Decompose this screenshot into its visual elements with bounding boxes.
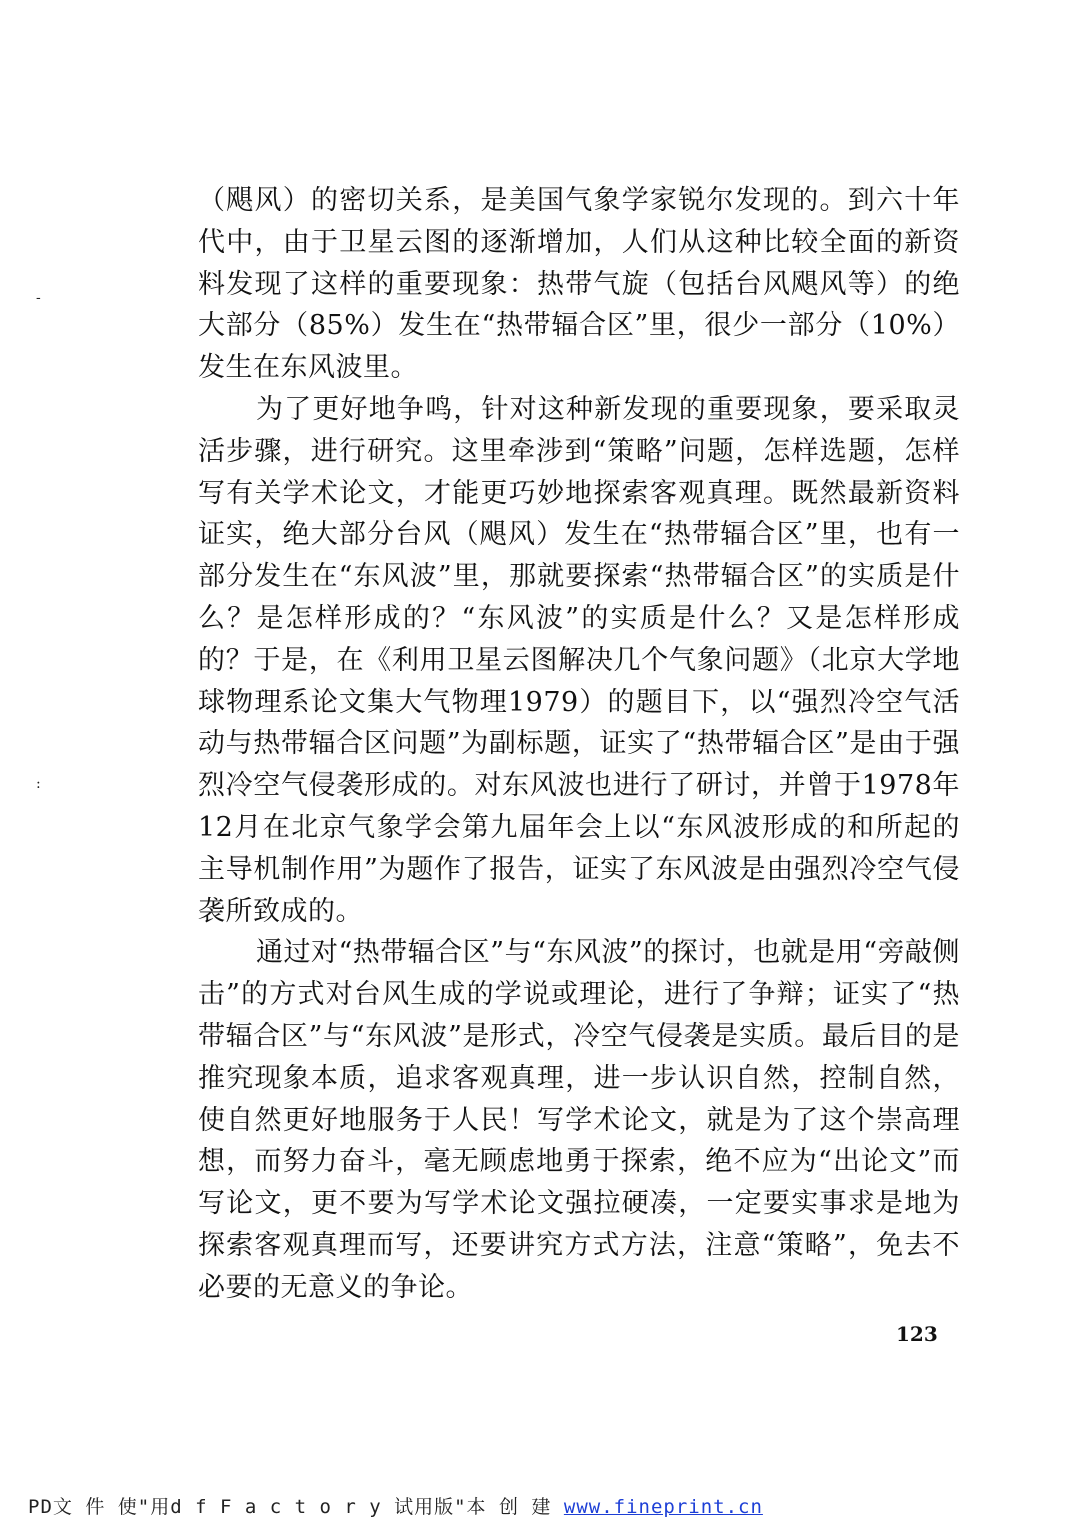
watermark-link[interactable]: www.fineprint.cn [563, 1496, 763, 1518]
paragraph-3: 通过对“热带辐合区”与“东风波”的探讨，也就是用“旁敲侧击”的方式对台风生成的学说或理论，进行了争辩；证实了“热带辐合区”与“东风波”是形式，冷空气侵袭是实质。最后目的是推究现象本质，追求客观真理，进一步认识自然，控制自然，使自然更好地服务于人民！写学术论文，就是为了这个崇高理想，而努力奋斗，毫无顾虑地勇于探索，绝不应为“出论文”而写论文，更不要为写学术论文强拉硬凑，一定要实事求是地为探索客观真理而写，还要讲究方式方法，注意“策略”，免去不必要的无意义的争论。 [198, 937, 961, 1303]
body-text [198, 180, 960, 1309]
margin-dot-mark: : [36, 776, 41, 792]
watermark-text: PD文 件 使"用d f F a c t o r y 试用版"本 创 建 [28, 1496, 552, 1518]
pdf-watermark [28, 1492, 763, 1519]
paragraph-2: 为了更好地争鸣，针对这种新发现的重要现象，要采取灵活步骤，进行研究。这里牵涉到“策略”问题，怎样选题，怎样写有关学术论文，才能更巧妙地探索客观真理。既然最新资料证实，绝大部分台风（飓风）发生在“热带辐合区”里，也有一部分发生在“东风波”里，那就要探索“热带辐合区”的实质是什么？是怎样形成的？“东风波”的实质是什么？又是怎样形成的？于是，在《利用卫星云图解决几个气象问题》（北京大学地球物理系论文集大气物理1979）的题目下，以“强烈冷空气活动与热带辐合区问题”为副标题，证实了“热带辐合区”是由于强烈冷空气侵袭形成的。对东风波也进行了研讨，并曾于1978年12月在北京气象学会第九届年会上以“东风波形成的和所起的主导机制作用”为题作了报告，证实了东风波是由强烈冷空气侵袭所致成的。 [198, 393, 960, 927]
paragraph-1: （飓风）的密切关系，是美国气象学家锐尔发现的。到六十年代中，由于卫星云图的逐渐增加，人们从这种比较全面的新资料发现了这样的重要现象：热带气旋（包括台风飓风等）的绝大部分（85%）发生在“热带辐合区”里，很少一部分（10%）发生在东风波里。 [198, 185, 960, 384]
page-number: 123 [896, 1322, 938, 1346]
margin-dash-mark: - [36, 290, 41, 306]
